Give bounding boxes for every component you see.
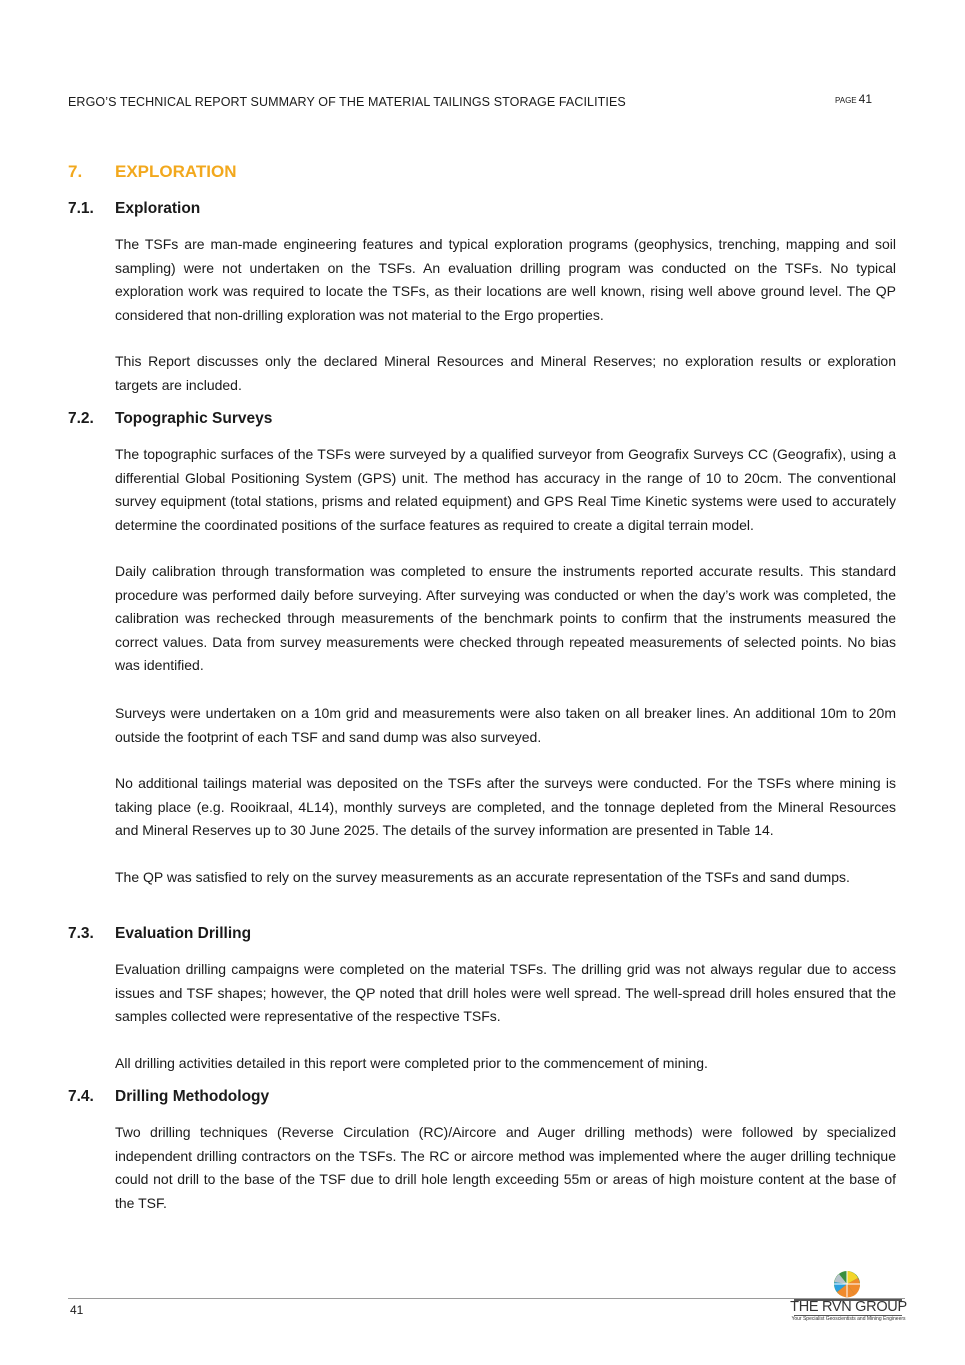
- section-heading: [68, 162, 237, 182]
- footer-divider: [68, 1298, 905, 1299]
- footer-page-number: 41: [70, 1303, 84, 1317]
- paragraph: No additional tailings material was deposited on the TSFs after the surveys were conducted. For the TSFs where mining is taking place (e.g. Rooikraal, 4L14), monthly surveys are completed, and the tonnage depleted from the Mineral Resources and Mineral Reserves up to 30 June 2025. The details of the survey information are presented in Table 14.: [115, 775, 896, 838]
- subsection-number: 7.3.: [68, 925, 94, 942]
- logo-tagline: Your Specialist Geoscientists and Mining Engineers: [791, 1316, 906, 1322]
- subsection-title: Drilling Methodology: [115, 1088, 270, 1105]
- paragraph: Daily calibration through transformation was completed to ensure the instruments reported accurate results. This standard procedure was performed daily before surveying. After surveying was conducted or when the day’s work was completed, the calibration was rechecked through measurements of the benchmark points to confirm that the instruments measured the correct values. Data from survey measurements were checked through repeated measurements of selected points. No bias was identified.: [115, 563, 896, 673]
- paragraph: Evaluation drilling campaigns were completed on the material TSFs. The drilling grid was not always regular due to access issues and TSF shapes; however, the QP noted that drill holes were well spread. The well-spread drill holes ensured that the samples collected were representative of the respective TSFs.: [115, 961, 896, 1024]
- logo-wordmark: THE RVN GROUP: [790, 1299, 907, 1315]
- section-title: EXPLORATION: [115, 162, 237, 181]
- paragraph: The topographic surfaces of the TSFs were surveyed by a qualified surveyor from Geografix Surveys CC (Geografix), using a differential Global Positioning System (GPS) unit. The method has accuracy in the range of 10 to 20cm. The conventional survey equipment (total stations, prisms and related equipment) and GPS Real Time Kinetic systems were used to accurately determine the coordinated positions of the surface features as required to create a digital terrain model.: [115, 446, 896, 533]
- page-number: 41: [858, 92, 872, 106]
- subsection-heading-7-2: [68, 410, 272, 428]
- header-page-label: [835, 92, 872, 106]
- paragraph: The TSFs are man-made engineering features and typical exploration programs (geophysics, trenching, mapping and soil sampling) were not undertaken on the TSFs. An evaluation drilling program was conducted on the TSFs. No typical exploration work was required to locate the TSFs, as their locations are well known, rising well above ground level. The QP considered that non-drilling exploration was not material to the Ergo properties.: [115, 236, 896, 323]
- subsection-heading-7-1: [68, 200, 200, 218]
- subsection-title: Evaluation Drilling: [115, 925, 252, 942]
- subsection-title: Topographic Surveys: [115, 410, 273, 427]
- subsection-number: 7.2.: [68, 410, 94, 427]
- paragraph: All drilling activities detailed in this report were completed prior to the commencement of mining.: [115, 1055, 708, 1071]
- paragraph: The QP was satisfied to rely on the survey measurements as an accurate representation of the TSFs and sand dumps.: [115, 869, 850, 885]
- running-header: ERGO’S TECHNICAL REPORT SUMMARY OF THE MATERIAL TAILINGS STORAGE FACILITIES: [68, 95, 626, 109]
- paragraph: Two drilling techniques (Reverse Circulation (RC)/Aircore and Auger drilling methods) were followed by specialized independent drilling contractors on the TSFs. The RC or aircore method was implemented where the auger drilling technique could not drill to the base of the TSF due to drill hole length exceeding 55m or areas of high moisture content at the base of the TSF.: [115, 1124, 896, 1211]
- company-logo: [786, 1270, 911, 1325]
- section-number: 7.: [68, 162, 83, 181]
- paragraph: Surveys were undertaken on a 10m grid and measurements were also taken on all breaker lines. An additional 10m to 20m outside the footprint of each TSF and sand dump was also surveyed.: [115, 705, 896, 745]
- subsection-number: 7.4.: [68, 1088, 94, 1105]
- subsection-title: Exploration: [115, 200, 201, 217]
- subsection-number: 7.1.: [68, 200, 94, 217]
- paragraph: This Report discusses only the declared Mineral Resources and Mineral Reserves; no exploration results or exploration targets are included.: [115, 353, 896, 393]
- subsection-heading-7-4: [68, 1088, 269, 1106]
- subsection-heading-7-3: [68, 925, 251, 943]
- rvn-globe-logo-icon: [833, 1270, 861, 1298]
- page-prefix: PAGE: [835, 96, 857, 105]
